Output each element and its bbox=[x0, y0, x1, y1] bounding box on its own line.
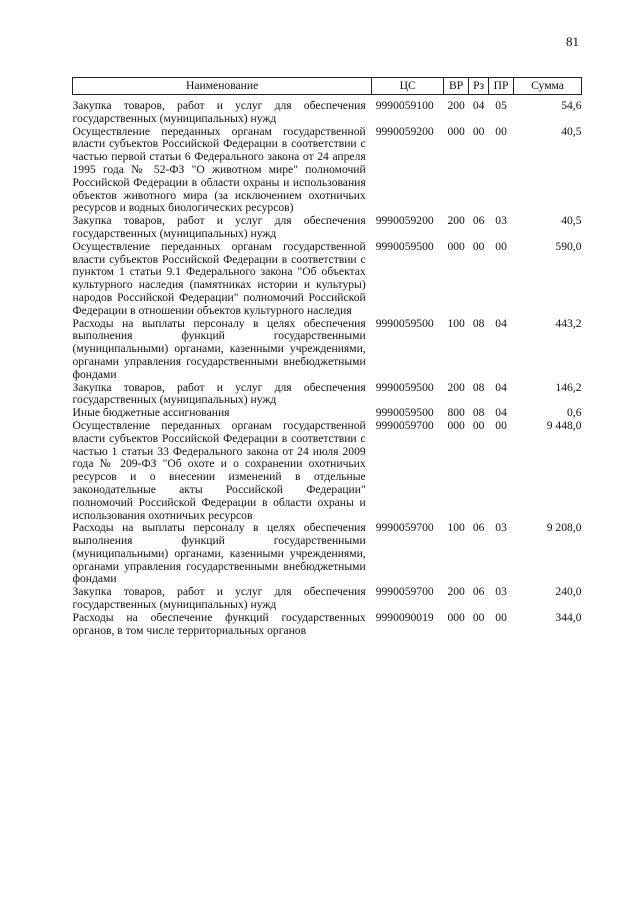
cell-rz: 08 bbox=[472, 316, 485, 330]
cell-rz: 00 bbox=[472, 239, 485, 253]
table-row bbox=[73, 522, 582, 586]
cell-cs: 9990059100 bbox=[375, 99, 434, 112]
cell-vr: 100 bbox=[447, 521, 465, 535]
cell-pr: 03 bbox=[495, 585, 507, 599]
cell-vr: 000 bbox=[447, 124, 465, 138]
cell-sum: 344,0 bbox=[555, 610, 582, 624]
table-body bbox=[73, 95, 582, 638]
cell-rz: 06 bbox=[472, 521, 485, 535]
cell-name: Осуществление переданных органам государственной власти субъектов Российской Федерации в соответствии с пунктом 1 статьи 9.1 Федерального закона "Об объектах культурного наследия (памятниках истории и культуры) народов Российской Федерации" полномочий Российской Федерации в отношении объектов культурного наследия bbox=[72, 239, 366, 317]
cell-name: Закупка товаров, работ и услуг для обеспечения государственных (муниципальных) нужд bbox=[72, 380, 366, 407]
cell-cs: 9990059700 bbox=[375, 585, 434, 599]
cell-sum: 40,5 bbox=[561, 124, 582, 138]
cell-cs: 9990059700 bbox=[375, 418, 434, 432]
table-row bbox=[73, 241, 582, 318]
table-row bbox=[73, 407, 582, 420]
cell-pr: 00 bbox=[495, 418, 507, 432]
cell-name: Закупка товаров, работ и услуг для обеспечения государственных (муниципальных) нужд bbox=[72, 585, 366, 612]
cell-name: Закупка товаров, работ и услуг для обеспечения государственных (муниципальных) нужд bbox=[72, 214, 366, 240]
cell-rz: 00 bbox=[472, 124, 485, 138]
cell-pr: 04 bbox=[495, 316, 507, 330]
cell-cs: 9990059700 bbox=[375, 521, 434, 535]
cell-name: Закупка товаров, работ и услуг для обеспечения государственных (муниципальных) нужд bbox=[72, 99, 366, 125]
cell-cs: 9990090019 bbox=[375, 610, 434, 624]
cell-sum: 0,6 bbox=[567, 406, 582, 420]
header-sum: Сумма bbox=[514, 78, 582, 95]
cell-sum: 590,0 bbox=[555, 239, 582, 253]
cell-name: Осуществление переданных органам государственной власти субъектов Российской Федерации в соответствии с частью первой статьи 6 Федерального закона от 24 апреля 1995 года № 52-ФЗ "О животном мире" полномочий Российской Федерации в области охраны и использования объектов животного мира (за исключением охотничьих ресурсов и водных биологических ресурсов) bbox=[72, 124, 366, 215]
cell-rz: 04 bbox=[472, 99, 485, 112]
cell-name: Расходы на выплаты персоналу в целях обеспечения выполнения функций государственными (муниципальными) органами, казенными учреждениями, органами управления государственными внебюджетными фондами bbox=[72, 521, 366, 586]
cell-vr: 200 bbox=[447, 99, 465, 112]
table-header-row bbox=[73, 78, 582, 95]
cell-vr: 200 bbox=[447, 380, 465, 394]
header-pr: ПР bbox=[489, 78, 514, 95]
page-number: 81 bbox=[566, 34, 579, 49]
cell-sum: 146,2 bbox=[555, 380, 582, 394]
cell-cs: 9990059500 bbox=[375, 406, 434, 420]
cell-cs: 9990059200 bbox=[375, 214, 434, 228]
table-row bbox=[73, 420, 582, 522]
cell-pr: 00 bbox=[495, 610, 507, 624]
cell-pr: 05 bbox=[495, 99, 507, 112]
cell-sum: 443,2 bbox=[555, 316, 582, 330]
cell-rz: 06 bbox=[472, 585, 485, 599]
cell-vr: 800 bbox=[447, 406, 465, 420]
cell-sum: 54,6 bbox=[561, 99, 582, 112]
table-row bbox=[73, 95, 582, 126]
header-cs: ЦС bbox=[372, 78, 444, 95]
header-vr: ВР bbox=[444, 78, 469, 95]
cell-rz: 00 bbox=[472, 418, 485, 432]
cell-pr: 00 bbox=[495, 239, 507, 253]
cell-sum: 9 208,0 bbox=[546, 521, 582, 535]
header-name: Наименование bbox=[73, 78, 372, 95]
cell-name: Расходы на выплаты персоналу в целях обеспечения выполнения функций государственными (муниципальными) органами, казенными учреждениями, органами управления государственными внебюджетными фондами bbox=[72, 316, 366, 381]
cell-cs: 9990059500 bbox=[375, 239, 434, 253]
cell-name: Расходы на обеспечение функций государственных органов, в том числе территориальных органов bbox=[72, 610, 366, 637]
cell-cs: 9990059200 bbox=[375, 124, 434, 138]
cell-name: Иные бюджетные ассигнования bbox=[72, 406, 230, 420]
table-row bbox=[73, 612, 582, 638]
cell-rz: 08 bbox=[472, 380, 485, 394]
table-row bbox=[73, 215, 582, 241]
cell-sum: 240,0 bbox=[555, 585, 582, 599]
cell-sum: 40,5 bbox=[561, 214, 582, 228]
header-rz: Рз bbox=[469, 78, 489, 95]
cell-sum: 9 448,0 bbox=[546, 418, 582, 432]
cell-pr: 03 bbox=[495, 214, 507, 228]
cell-vr: 100 bbox=[447, 316, 465, 330]
cell-cs: 9990059500 bbox=[375, 380, 434, 394]
cell-pr: 00 bbox=[495, 124, 507, 138]
table-row bbox=[73, 318, 582, 382]
table-row bbox=[73, 382, 582, 408]
cell-rz: 08 bbox=[472, 406, 485, 420]
cell-name: Осуществление переданных органам государственной власти субъектов Российской Федерации в соответствии с частью 1 статьи 33 Федерального закона от 24 июля 2009 года № 209-ФЗ "Об охоте и о сохранении охотничьих ресурсов и о внесении изменений в отдельные законодательные акты Российской Федерации" полномочий Российской Федерации в области охраны и использования охотничьих ресурсов bbox=[72, 418, 366, 522]
cell-vr: 000 bbox=[447, 418, 465, 432]
cell-pr: 04 bbox=[495, 406, 507, 420]
cell-vr: 000 bbox=[447, 610, 465, 624]
cell-vr: 200 bbox=[447, 214, 465, 228]
cell-pr: 03 bbox=[495, 521, 507, 535]
cell-rz: 00 bbox=[472, 610, 485, 624]
budget-table bbox=[72, 77, 582, 637]
cell-vr: 000 bbox=[447, 239, 465, 253]
table-row bbox=[73, 126, 582, 216]
table-row bbox=[73, 586, 582, 612]
cell-cs: 9990059500 bbox=[375, 316, 434, 330]
cell-pr: 04 bbox=[495, 380, 507, 394]
cell-vr: 200 bbox=[447, 585, 465, 599]
cell-rz: 06 bbox=[472, 214, 485, 228]
